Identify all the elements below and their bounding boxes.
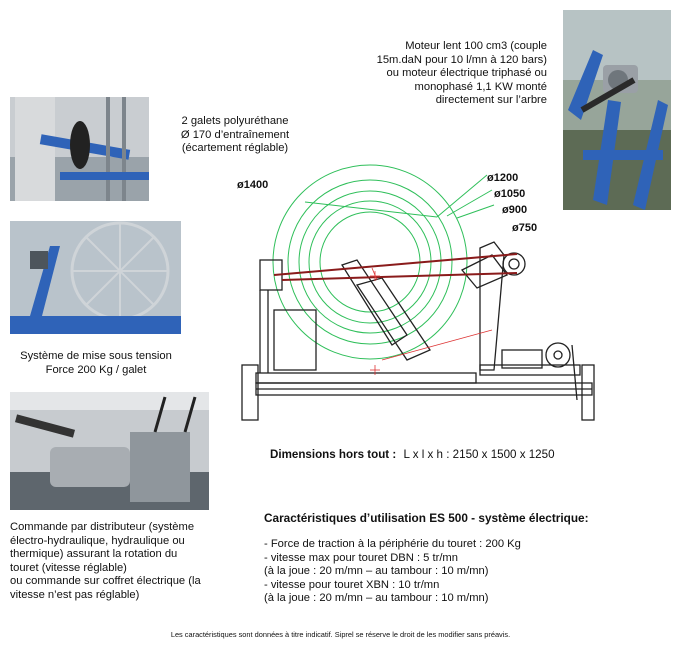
characteristics-line: (à la joue : 20 m/mn – au tambour : 10 m/mn): [264, 565, 489, 578]
dimensions-label: Dimensions hors tout :: [270, 448, 397, 461]
motor-caption-line: monophasé 1,1 KW monté: [414, 80, 547, 93]
characteristics-list: [264, 538, 664, 606]
control-caption-line: ou commande sur coffret électrique (la: [10, 575, 201, 588]
characteristics-line: - vitesse max pour touret DBN : 5 tr/mn: [264, 551, 458, 564]
disclaimer-footnote: Les caractéristiques sont données à titre indicatif. Siprel se réserve le droit de les modifier sans préavis.: [170, 630, 511, 639]
tension-caption: [10, 350, 182, 377]
rollers-caption-line: (écartement réglable): [181, 142, 289, 155]
control-caption-line: vitesse n’est pas réglable): [10, 588, 140, 601]
tension-caption-line: Force 200 Kg / galet: [45, 363, 147, 376]
motor-caption-line: 15m.daN pour 10 l/mn à 120 bars): [376, 53, 547, 66]
label-d1050: ø1050: [494, 188, 526, 200]
label-d750: ø750: [512, 222, 538, 234]
rollers-caption-line: Ø 170 d’entraînement: [180, 128, 290, 141]
control-caption-line: électro-hydraulique, hydraulique ou: [10, 534, 185, 547]
characteristics-title: Caractéristiques d’utilisation ES 500 - système électrique:: [264, 511, 589, 525]
photo-rollers: [10, 97, 149, 201]
characteristics-line: - Force de traction à la périphérie du touret : 200 Kg: [264, 538, 521, 550]
motor-caption-line: ou moteur électrique triphasé ou: [386, 67, 547, 80]
dimensions-value: L x l x h : 2150 x 1500 x 1250: [403, 448, 555, 461]
dimensions-row: [270, 448, 630, 462]
motor-caption-line: Moteur lent 100 cm3 (couple: [405, 40, 547, 52]
motor-caption-line: directement sur l’arbre: [435, 94, 547, 107]
photo-control-distributor: [10, 392, 209, 510]
label-d1400: ø1400: [237, 179, 269, 191]
control-caption-line: thermique) assurant la rotation du: [10, 548, 178, 561]
label-d1200: ø1200: [487, 172, 519, 184]
characteristics-line: - vitesse pour touret XBN : 10 tr/mn: [264, 578, 440, 591]
rollers-caption: [160, 115, 310, 156]
control-caption-line: touret (vitesse réglable): [10, 561, 127, 574]
technical-drawing: [232, 160, 604, 424]
control-caption: [10, 521, 250, 603]
photo-tension-system: [10, 221, 181, 334]
rollers-caption-line: 2 galets polyuréthane: [181, 115, 289, 127]
label-d900: ø900: [502, 204, 528, 216]
tension-caption-line: Système de mise sous tension: [20, 350, 172, 362]
characteristics-line: (à la joue : 20 m/mn – au tambour : 10 m/mn): [264, 592, 489, 605]
control-caption-line: Commande par distributeur (système: [10, 521, 195, 533]
motor-caption: [330, 40, 547, 108]
